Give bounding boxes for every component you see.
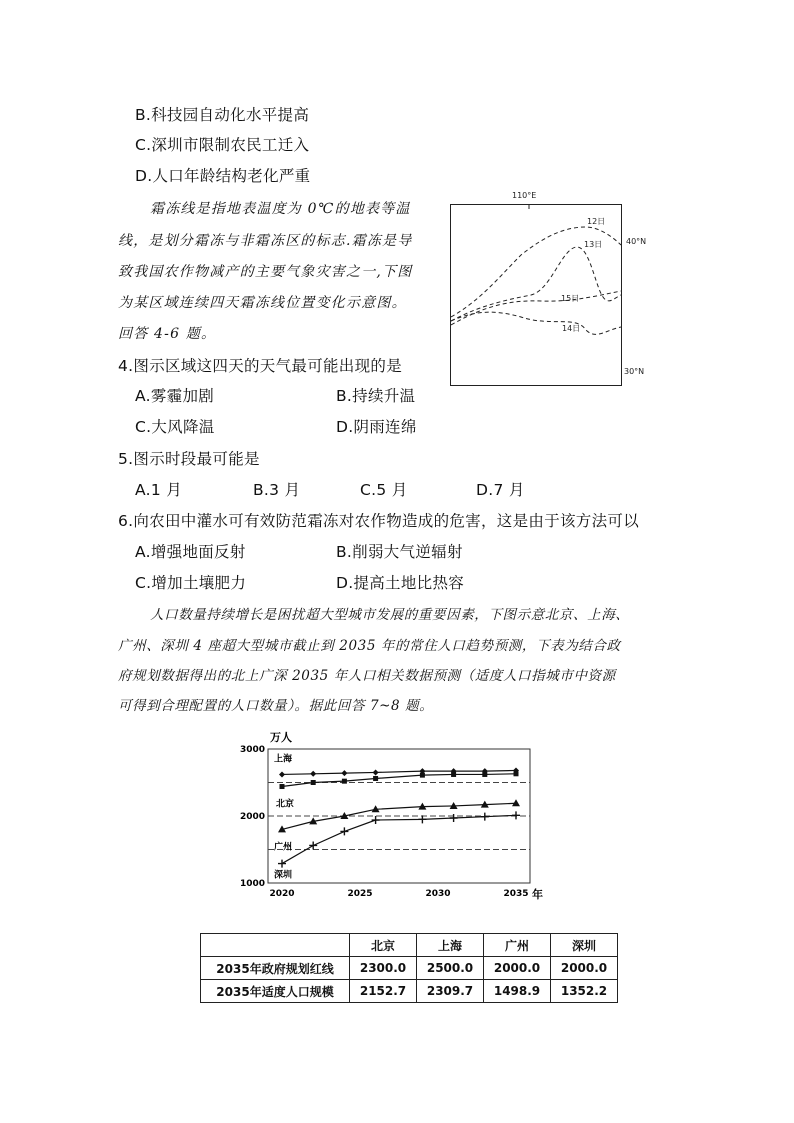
y-tick-label: 1000 (239, 879, 265, 889)
frost-intro-line-5: 回答 4-6 题。 (118, 326, 217, 342)
table-cell: 2000.0 (484, 957, 551, 980)
table-cell: 2000.0 (551, 957, 618, 980)
q6-stem: 6.向农田中灌水可有效防范霜冻对农作物造成的危害，这是由于该方法可以 (118, 512, 639, 530)
pop-intro-line-4: 可得到合理配置的人口数量）。据此回答 7~8 题。 (118, 698, 434, 714)
table-cell: 2300.0 (350, 957, 417, 980)
table-header-row (201, 934, 618, 957)
y-tick-label: 3000 (239, 745, 265, 755)
option-b-prev: B.科技园自动化水平提高 (135, 106, 310, 124)
population-table (200, 933, 618, 1003)
data-point (481, 813, 489, 821)
chart-ylabel: 万人 (270, 731, 292, 744)
table-header-guangzhou: 广州 (484, 934, 551, 957)
series-label: 北京 (276, 799, 295, 810)
data-point (278, 860, 286, 868)
q6-option-b: B.削弱大气逆辐射 (336, 543, 463, 561)
q4-option-a: A.雾霾加剧 (135, 387, 215, 405)
frost-intro-line-2: 线，是划分霜冻与非霜冻区的标志.霜冻是导 (118, 233, 413, 249)
pop-intro-line-2: 广州、深圳 4 座超大型城市截止到 2035 年的常住人口趋势预测，下表为结合政 (118, 638, 621, 654)
table-cell: 1498.9 (484, 980, 551, 1003)
q6-option-a: A.增强地面反射 (135, 543, 246, 561)
frost-map-lat-bottom: 30°N (624, 367, 645, 376)
q4-option-c: C.大风降温 (135, 418, 215, 436)
table-cell: 2152.7 (350, 980, 417, 1003)
pop-intro-line-3: 府规划数据得出的北上广深 2035 年人口相关数据预测（适度人口指城市中资源 (118, 668, 616, 684)
chart-xlabel: 年 (532, 888, 543, 901)
data-point (450, 814, 458, 822)
data-point (340, 827, 348, 835)
q5-option-a: A.1 月 (135, 481, 183, 499)
data-point (310, 771, 316, 777)
frost-line-15 (451, 291, 621, 325)
data-point (342, 779, 347, 784)
series-line-深圳 (282, 815, 516, 863)
data-point (512, 799, 520, 806)
q4-option-b: B.持续升温 (336, 387, 416, 405)
series-line-北京 (282, 774, 516, 787)
table-row (201, 980, 618, 1003)
population-line-chart (230, 727, 550, 907)
q6-option-c: C.增加土壤肥力 (135, 574, 247, 592)
option-d-prev: D.人口年龄结构老化严重 (135, 167, 311, 185)
table-cell: 2500.0 (417, 957, 484, 980)
table-cell: 2035年适度人口规模 (201, 980, 350, 1003)
frost-line-map (450, 204, 622, 386)
q4-option-d: D.阴雨连绵 (336, 418, 417, 436)
frost-intro-line-1: 霜冻线是指地表温度为 0℃的地表等温 (150, 201, 411, 217)
table-cell: 2309.7 (417, 980, 484, 1003)
data-point (373, 776, 378, 781)
data-point (514, 771, 519, 776)
pop-intro-line-1: 人口数量持续增长是困扰超大型城市发展的重要因素，下图示意北京、上海、 (150, 607, 630, 623)
frost-day-13: 13日 (584, 240, 603, 249)
table-cell: 1352.2 (551, 980, 618, 1003)
y-tick-label: 2000 (239, 812, 265, 822)
frost-day-12: 12日 (587, 217, 606, 226)
data-point (341, 770, 347, 776)
frost-map-lat-top: 40°N (626, 237, 647, 246)
data-point (482, 772, 487, 777)
data-point (418, 815, 426, 823)
frost-intro-line-3: 致我国农作物减产的主要气象灾害之一,下图 (118, 264, 413, 280)
frost-line-13 (451, 247, 621, 321)
frost-map-lon-label: 110°E (512, 191, 537, 200)
data-point (309, 841, 317, 849)
series-label: 深圳 (274, 870, 293, 881)
table-header-blank (201, 934, 350, 957)
frost-day-14: 14日 (562, 324, 581, 333)
table-header-beijing: 北京 (350, 934, 417, 957)
q5-option-b: B.3 月 (253, 481, 301, 499)
q4-stem: 4.图示区域这四天的天气最可能出现的是 (118, 357, 402, 375)
table-row (201, 957, 618, 980)
x-tick-label: 2035 (503, 889, 529, 899)
series-label: 广州 (274, 842, 293, 853)
data-point (279, 771, 285, 777)
table-header-shanghai: 上海 (417, 934, 484, 957)
frost-day-15: 15日 (561, 294, 580, 303)
frost-line-14 (451, 312, 621, 334)
data-point (420, 773, 425, 778)
x-tick-label: 2025 (347, 889, 373, 899)
x-tick-label: 2020 (269, 889, 295, 899)
table-cell: 2035年政府规划红线 (201, 957, 350, 980)
data-point (373, 769, 379, 775)
frost-map-svg (451, 205, 621, 385)
series-label: 上海 (274, 754, 293, 765)
table-header-shenzhen: 深圳 (551, 934, 618, 957)
frost-intro-line-4: 为某区域连续四天霜冻线位置变化示意图。 (118, 295, 407, 311)
q5-stem: 5.图示时段最可能是 (118, 450, 260, 468)
q6-option-d: D.提高土地比热容 (336, 574, 465, 592)
series-line-上海 (282, 770, 516, 774)
q5-option-c: C.5 月 (360, 481, 408, 499)
data-point (372, 816, 380, 824)
data-point (311, 780, 316, 785)
data-point (512, 811, 520, 819)
x-tick-label: 2030 (425, 889, 451, 899)
data-point (451, 772, 456, 777)
data-point (280, 784, 285, 789)
q5-option-d: D.7 月 (476, 481, 525, 499)
option-c-prev: C.深圳市限制农民工迁入 (135, 136, 310, 154)
